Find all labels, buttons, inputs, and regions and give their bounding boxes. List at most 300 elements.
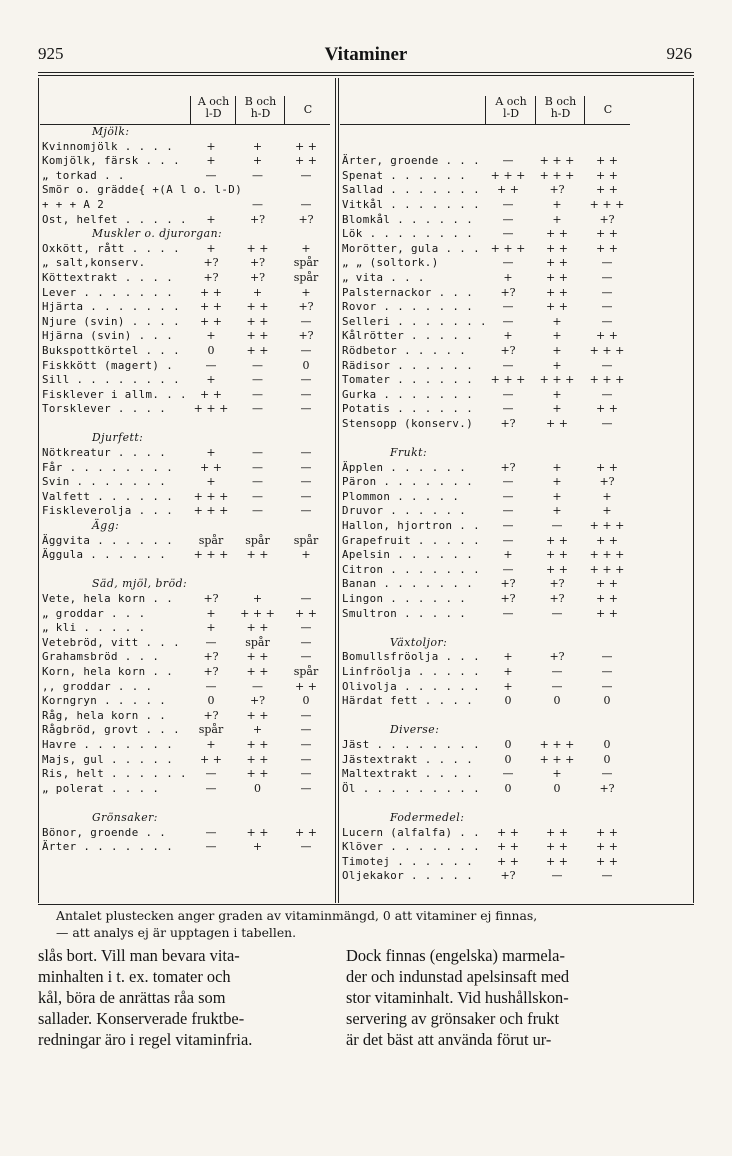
vitamin-b-value: +? bbox=[549, 650, 565, 664]
table-row bbox=[340, 577, 630, 592]
vitamin-c-value: + + bbox=[596, 460, 618, 474]
table-row bbox=[40, 256, 330, 271]
table-row bbox=[40, 169, 330, 184]
vitamin-a-value: +? bbox=[203, 708, 219, 722]
vitamin-b-value: — bbox=[551, 869, 563, 883]
food-name: Får . . . . . . . . bbox=[42, 460, 174, 474]
vitamin-table-left bbox=[40, 96, 330, 855]
table-row bbox=[40, 329, 330, 344]
vitamin-a-value: + + bbox=[497, 840, 519, 854]
vitamin-b-value: + + + bbox=[539, 737, 575, 751]
section-title: Fodermedel: bbox=[390, 810, 465, 824]
vitamin-a-value: — bbox=[502, 519, 514, 533]
table-row bbox=[340, 796, 630, 811]
table-row bbox=[40, 271, 330, 286]
vitamin-b-value: + + bbox=[546, 241, 568, 255]
section-title: Växtoljor: bbox=[390, 635, 448, 649]
vitamin-a-value: — bbox=[205, 358, 217, 372]
vitamin-a-value: — bbox=[205, 679, 217, 693]
vitamin-b-value: + bbox=[252, 723, 263, 737]
table-row bbox=[340, 592, 630, 607]
vitamin-b-value: + + bbox=[246, 329, 269, 343]
table-row bbox=[340, 213, 630, 228]
table-row bbox=[340, 753, 630, 768]
vitamin-c-value: + + bbox=[596, 168, 618, 182]
food-name: Morötter, gula . . . bbox=[342, 241, 481, 255]
vitamin-a-value: — bbox=[205, 781, 217, 795]
vitamin-a-value: — bbox=[502, 402, 514, 416]
vitamin-b-value: + + + bbox=[539, 752, 575, 766]
section-title: Diverse: bbox=[390, 723, 440, 737]
vitamin-a-value: — bbox=[502, 154, 514, 168]
vitamin-b-value: + bbox=[552, 460, 562, 474]
table-row bbox=[40, 242, 330, 257]
vitamin-a-value: + bbox=[503, 270, 513, 284]
vitamin-b-value: + + + bbox=[539, 168, 575, 182]
table-row bbox=[340, 300, 630, 315]
vitamin-b-value: — bbox=[551, 606, 563, 620]
vitamin-a-value: + + bbox=[200, 300, 222, 314]
vitamin-c-value: 0 bbox=[603, 694, 611, 708]
vitamin-c-value: + + + bbox=[589, 548, 625, 562]
vitamin-a-value: 0 bbox=[504, 694, 512, 708]
table-row bbox=[340, 359, 630, 374]
footnote-line: — att analys ej är upptagen i tabellen. bbox=[56, 925, 297, 940]
food-name: Öl . . . . . . . . . bbox=[342, 781, 481, 795]
food-name: Päron . . . . . . . bbox=[342, 475, 474, 489]
food-name: „ torkad . . bbox=[42, 168, 125, 182]
food-name: Kålrötter . . . . . bbox=[342, 329, 474, 343]
table-row bbox=[40, 767, 330, 782]
table-row bbox=[40, 183, 330, 198]
page-header bbox=[38, 44, 694, 70]
table-row bbox=[340, 504, 630, 519]
food-name: Hjärta . . . . . . . bbox=[42, 300, 181, 314]
food-name: Lingon . . . . . . bbox=[342, 592, 467, 605]
vitamin-a-value: +? bbox=[203, 650, 219, 664]
vitamin-b-value: + bbox=[252, 285, 263, 299]
vitamin-c-value: + + + bbox=[589, 562, 625, 576]
vitamin-a-value: — bbox=[502, 314, 514, 328]
table-row bbox=[340, 154, 630, 169]
vitamin-c-value: + + bbox=[295, 139, 317, 153]
vitamin-b-value: + + bbox=[246, 650, 269, 664]
vitamin-a-value: +? bbox=[500, 592, 516, 605]
food-name: Korn, hela korn . . bbox=[42, 664, 174, 678]
vitamin-c-value: +? bbox=[298, 329, 314, 343]
vitamin-c-value: +? bbox=[599, 212, 615, 226]
table-row bbox=[40, 140, 330, 155]
vitamin-a-value: +? bbox=[203, 270, 219, 284]
section-heading bbox=[340, 723, 630, 738]
section-heading bbox=[40, 431, 330, 446]
vitamin-b-value: + + bbox=[546, 270, 568, 284]
food-name: Köttextrakt . . . . bbox=[42, 270, 174, 284]
vitamin-c-value: + + bbox=[596, 606, 618, 620]
food-name: Ost, helfet . . . . . bbox=[42, 212, 187, 226]
food-name: ,, groddar . . . bbox=[42, 679, 153, 693]
vitamin-b-value: + bbox=[552, 402, 562, 416]
vitamin-b-value: + bbox=[552, 475, 562, 489]
vitamin-a-value: — bbox=[502, 533, 514, 547]
vitamin-b-value: + + bbox=[246, 825, 269, 839]
vitamin-c-value: + + bbox=[596, 533, 618, 547]
vitamin-b-value: + + + bbox=[240, 606, 275, 620]
table-row bbox=[40, 592, 330, 607]
table-row bbox=[40, 738, 330, 753]
table-row bbox=[340, 738, 630, 753]
food-name: Klöver . . . . . . . bbox=[342, 840, 481, 854]
vitamin-b-value: + + bbox=[246, 621, 269, 635]
table-row bbox=[40, 490, 330, 505]
vitamin-a-value: spår bbox=[198, 723, 224, 737]
food-name: Rovor . . . . . . . bbox=[342, 300, 474, 314]
table-row bbox=[340, 431, 630, 446]
vitamin-c-value: — bbox=[601, 767, 613, 781]
vitamin-b-value: — bbox=[551, 664, 563, 678]
table-row bbox=[340, 826, 630, 841]
vitamin-c-value: — bbox=[300, 314, 312, 328]
food-name: Vetebröd, vitt . . . bbox=[42, 635, 181, 649]
table-row bbox=[40, 446, 330, 461]
food-name: Olivolja . . . . . . bbox=[342, 679, 481, 693]
table-row bbox=[340, 402, 630, 417]
section-heading bbox=[40, 519, 330, 534]
vitamin-a-value: +? bbox=[500, 577, 516, 591]
table-row bbox=[40, 344, 330, 359]
vitamin-a-value: — bbox=[502, 358, 514, 372]
vitamin-a-value: + + bbox=[200, 752, 222, 766]
food-name: Lucern (alfalfa) . . bbox=[342, 825, 481, 839]
food-name: Majs, gul . . . . . bbox=[42, 752, 174, 766]
table-row bbox=[40, 621, 330, 636]
table-row bbox=[340, 665, 630, 680]
vitamin-c-value: — bbox=[601, 314, 613, 328]
vitamin-c-value: — bbox=[300, 504, 312, 518]
vitamin-a-value: + bbox=[206, 373, 216, 387]
vitamin-c-value: + + bbox=[596, 329, 618, 343]
vitamin-a-value: — bbox=[502, 767, 514, 781]
food-name: Komjölk, färsk . . . bbox=[42, 154, 181, 168]
vitamin-a-value: 0 bbox=[504, 781, 512, 795]
vitamin-a-value: — bbox=[502, 475, 514, 489]
table-row bbox=[40, 388, 330, 403]
table-row bbox=[340, 256, 630, 271]
vitamin-a-value: + + + bbox=[490, 373, 526, 387]
header-rule-double bbox=[38, 75, 694, 76]
food-name: Nötkreatur . . . . bbox=[42, 446, 167, 460]
table-row bbox=[40, 694, 330, 709]
vitamin-c-value: + + + bbox=[589, 373, 625, 387]
food-name: + + + A 2 bbox=[42, 197, 105, 211]
vitamin-b-value: + + bbox=[246, 343, 269, 357]
vitamin-a-value: + + bbox=[497, 854, 519, 868]
section-title: Grönsaker: bbox=[92, 810, 158, 824]
vitamin-b-value: + bbox=[552, 197, 562, 211]
vitamin-a-value: + + + bbox=[490, 241, 526, 255]
table-row bbox=[340, 198, 630, 213]
vitamin-a-value: +? bbox=[203, 592, 219, 605]
vitamin-b-value: + bbox=[252, 592, 263, 605]
vitamin-b-value: + + bbox=[246, 664, 269, 678]
table-row bbox=[40, 680, 330, 695]
vitamin-b-value: + + bbox=[546, 825, 568, 839]
table-row bbox=[40, 417, 330, 432]
section-heading bbox=[40, 577, 330, 592]
food-name: Spenat . . . . . . bbox=[342, 168, 467, 182]
table-row bbox=[340, 169, 630, 184]
table-row bbox=[340, 140, 630, 155]
vitamin-b-value: + + bbox=[246, 300, 269, 314]
vitamin-c-value: + bbox=[301, 548, 311, 562]
food-name: Äggula . . . . . . bbox=[42, 548, 167, 562]
vitamin-c-value: — bbox=[300, 737, 312, 751]
vitamin-a-value: + bbox=[206, 446, 216, 460]
vitamin-a-value: + bbox=[206, 139, 216, 153]
food-name: „ vita . . . bbox=[342, 270, 425, 284]
body-line: minhalten i t. ex. tomater och bbox=[38, 967, 231, 986]
vitamin-c-value: + + bbox=[596, 402, 618, 416]
vitamin-b-value: + bbox=[552, 767, 562, 781]
food-name: „ „ (soltork.) bbox=[342, 256, 439, 270]
table-row bbox=[40, 782, 330, 797]
vitamin-a-value: + + + bbox=[193, 402, 229, 416]
table-row bbox=[340, 782, 630, 797]
vitamin-b-value: spår bbox=[245, 635, 270, 649]
vitamin-c-value: — bbox=[601, 869, 613, 883]
table-header-left bbox=[40, 96, 330, 125]
vitamin-b-value: +? bbox=[249, 212, 266, 226]
vitamin-c-value: — bbox=[300, 446, 312, 460]
vitamin-c-value: — bbox=[300, 708, 312, 722]
food-name: Svin . . . . . . . bbox=[42, 475, 167, 489]
table-row bbox=[340, 767, 630, 782]
vitamin-a-value: + bbox=[206, 737, 216, 751]
food-name: Njure (svin) . . . . bbox=[42, 314, 181, 328]
vitamin-b-value: — bbox=[252, 679, 263, 693]
vitamin-c-value: — bbox=[300, 373, 312, 387]
vitamin-a-value: + bbox=[503, 664, 513, 678]
vitamin-c-value: + bbox=[301, 285, 311, 299]
vitamin-a-value: + bbox=[206, 475, 216, 489]
section-heading bbox=[340, 446, 630, 461]
vitamin-c-value: spår bbox=[293, 664, 319, 678]
table-row bbox=[40, 504, 330, 519]
table-row bbox=[40, 373, 330, 388]
food-name: Bönor, groende . . bbox=[42, 825, 167, 839]
vitamin-c-value: — bbox=[300, 635, 312, 649]
vitamin-c-value: + + + bbox=[589, 343, 625, 357]
vitamin-c-value: + + bbox=[596, 854, 618, 868]
vitamin-c-value: 0 bbox=[302, 358, 310, 372]
vitamin-b-value: — bbox=[252, 197, 263, 211]
col-header-c: C bbox=[284, 96, 331, 124]
table-row bbox=[340, 548, 630, 563]
food-name: Hallon, hjortron . . bbox=[342, 519, 481, 533]
vitamin-b-value: + bbox=[552, 504, 562, 518]
body-line: stor vitaminhalt. Vid hushållskon- bbox=[346, 988, 569, 1007]
vitamin-a-value: — bbox=[205, 840, 217, 854]
vitamin-c-value: — bbox=[601, 300, 613, 314]
vitamin-b-value: + + bbox=[546, 854, 568, 868]
vitamin-c-value: — bbox=[300, 752, 312, 766]
vitamin-c-value: + + bbox=[596, 840, 618, 854]
body-text-right bbox=[346, 945, 642, 1050]
food-name: Potatis . . . . . . bbox=[342, 402, 474, 416]
table-row bbox=[340, 373, 630, 388]
food-name: Bukspottkörtel . . . bbox=[42, 343, 181, 357]
food-name: Havre . . . . . . . bbox=[42, 737, 174, 751]
section-heading bbox=[40, 227, 330, 242]
food-name: Grapefruit . . . . . bbox=[342, 533, 481, 547]
vitamin-c-value: + bbox=[602, 489, 612, 503]
vitamin-b-value: + + bbox=[546, 562, 568, 576]
vitamin-c-value: spår bbox=[293, 533, 319, 547]
footnote-line: Antalet plustecken anger graden av vitaminmängd, 0 att vitaminer ej finnas, bbox=[56, 908, 538, 923]
vitamin-b-value: — bbox=[252, 373, 263, 387]
table-row bbox=[40, 475, 330, 490]
food-name: Jäst . . . . . . . . bbox=[342, 737, 481, 751]
body-line: der och indunstad apelsinsaft med bbox=[346, 967, 570, 986]
vitamin-c-value: + + bbox=[596, 577, 618, 591]
table-row bbox=[40, 665, 330, 680]
vitamin-a-value: + + bbox=[200, 460, 222, 474]
vitamin-c-value: +? bbox=[298, 212, 314, 226]
vitamin-a-value: — bbox=[205, 168, 217, 182]
food-name: Druvor . . . . . . bbox=[342, 504, 467, 518]
vitamin-c-value: — bbox=[300, 840, 312, 854]
vitamin-b-value: + + bbox=[546, 416, 568, 430]
vitamin-b-value: — bbox=[252, 475, 263, 489]
page-number-left: 925 bbox=[38, 44, 64, 63]
vitamin-a-value: + bbox=[206, 212, 216, 226]
vitamin-a-value: + bbox=[206, 154, 216, 168]
table-row bbox=[40, 534, 330, 549]
table-row bbox=[340, 461, 630, 476]
vitamin-a-value: + bbox=[503, 329, 513, 343]
table-row bbox=[340, 621, 630, 636]
food-name: Råg, hela korn . . bbox=[42, 708, 167, 722]
food-name: Tomater . . . . . . bbox=[342, 373, 474, 387]
section-title: Mjölk: bbox=[92, 125, 130, 138]
page-number-right: 926 bbox=[666, 44, 692, 63]
vitamin-b-value: + bbox=[252, 840, 263, 854]
table-row bbox=[340, 227, 630, 242]
table-row bbox=[340, 490, 630, 505]
vitamin-b-value: — bbox=[252, 402, 263, 416]
table-row bbox=[40, 840, 330, 855]
vitamin-c-value: +? bbox=[298, 300, 314, 314]
vitamin-a-value: — bbox=[502, 489, 514, 503]
food-name: Kvinnomjölk . . . . bbox=[42, 139, 174, 153]
vitamin-b-value: + + bbox=[246, 548, 269, 562]
food-name: Äggvita . . . . . . bbox=[42, 533, 174, 547]
vitamin-a-value: — bbox=[502, 212, 514, 226]
food-name: Rågbröd, grovt . . . bbox=[42, 723, 181, 737]
vitamin-c-value: — bbox=[300, 343, 312, 357]
vitamin-a-value: — bbox=[205, 767, 217, 781]
food-name: Hjärna (svin) . . . bbox=[42, 329, 174, 343]
body-line: Dock finnas (engelska) marmela- bbox=[346, 946, 565, 965]
vitamin-c-value: — bbox=[601, 416, 613, 430]
col-header-c: C bbox=[584, 96, 631, 124]
vitamin-c-value: + + bbox=[596, 154, 618, 168]
food-name: Härdat fett . . . . bbox=[342, 694, 474, 708]
food-name: Torsklever . . . . bbox=[42, 402, 167, 416]
table-row bbox=[340, 694, 630, 709]
vitamin-c-value: — bbox=[601, 387, 613, 401]
vitamin-c-value: + + bbox=[295, 825, 317, 839]
page-title: Vitaminer bbox=[324, 44, 408, 65]
table-row bbox=[40, 650, 330, 665]
body-line: är det bäst att använda förut ur- bbox=[346, 1030, 552, 1049]
food-name: Vitkål . . . . . . . bbox=[342, 197, 481, 211]
vitamin-b-value: +? bbox=[549, 592, 565, 605]
vitamin-a-value: +? bbox=[500, 416, 516, 430]
vitamin-b-value: + bbox=[552, 387, 562, 401]
vitamin-b-value: + + bbox=[246, 314, 269, 328]
food-name: Jästextrakt . . . . bbox=[342, 752, 474, 766]
food-name: Bomullsfröolja . . . bbox=[342, 650, 481, 664]
food-name: Oljekakor . . . . . bbox=[342, 869, 474, 883]
body-line: kål, böra de anrättas råa som bbox=[38, 988, 226, 1007]
vitamin-b-value: + bbox=[552, 343, 562, 357]
vitamin-a-value: +? bbox=[500, 285, 516, 299]
food-name: Fisklever i allm. . . bbox=[42, 387, 187, 401]
vitamin-c-value: — bbox=[601, 256, 613, 270]
vitamin-a-value: + bbox=[503, 548, 513, 562]
table-row bbox=[40, 607, 330, 622]
food-name: „ salt,konserv. bbox=[42, 256, 146, 270]
vitamin-b-value: + bbox=[552, 358, 562, 372]
food-name: Ärter . . . . . . . bbox=[42, 840, 174, 854]
vitamin-b-value: — bbox=[551, 679, 563, 693]
vitamin-c-value: — bbox=[300, 387, 312, 401]
table-bottom-rule bbox=[38, 904, 694, 905]
vitamin-c-value: — bbox=[601, 285, 613, 299]
vitamin-b-value: +? bbox=[249, 694, 266, 708]
vitamin-b-value: + + bbox=[246, 767, 269, 781]
vitamin-c-value: + + bbox=[596, 183, 618, 197]
vitamin-b-value: — bbox=[252, 387, 263, 401]
food-name: Banan . . . . . . . bbox=[342, 577, 474, 591]
table-header-right bbox=[340, 96, 630, 125]
table-row bbox=[40, 213, 330, 228]
vitamin-c-value: 0 bbox=[603, 737, 611, 751]
vitamin-a-value: 0 bbox=[207, 343, 215, 357]
vitamin-a-value: + + + bbox=[193, 548, 229, 562]
food-name: Stensopp (konserv.) bbox=[342, 416, 474, 430]
food-name: „ polerat . . . . bbox=[42, 781, 160, 795]
vitamin-b-value: +? bbox=[549, 577, 565, 591]
vitamin-b-value: + + bbox=[546, 840, 568, 854]
table-row bbox=[40, 709, 330, 724]
vitamin-c-value: 0 bbox=[302, 694, 310, 708]
table-row bbox=[40, 548, 330, 563]
vitamin-a-value: — bbox=[502, 387, 514, 401]
vitamin-a-value: — bbox=[502, 197, 514, 211]
table-center-divider bbox=[335, 78, 336, 903]
table-row bbox=[340, 607, 630, 622]
vitamin-b-value: 0 bbox=[254, 781, 261, 795]
body-line: servering av grönsaker och frukt bbox=[346, 1009, 559, 1028]
vitamin-b-value: — bbox=[252, 460, 263, 474]
table-row bbox=[340, 388, 630, 403]
vitamin-c-value: — bbox=[601, 270, 613, 284]
vitamin-a-value: — bbox=[502, 227, 514, 241]
vitamin-c-value: — bbox=[601, 650, 613, 664]
vitamin-c-value: — bbox=[300, 621, 312, 635]
